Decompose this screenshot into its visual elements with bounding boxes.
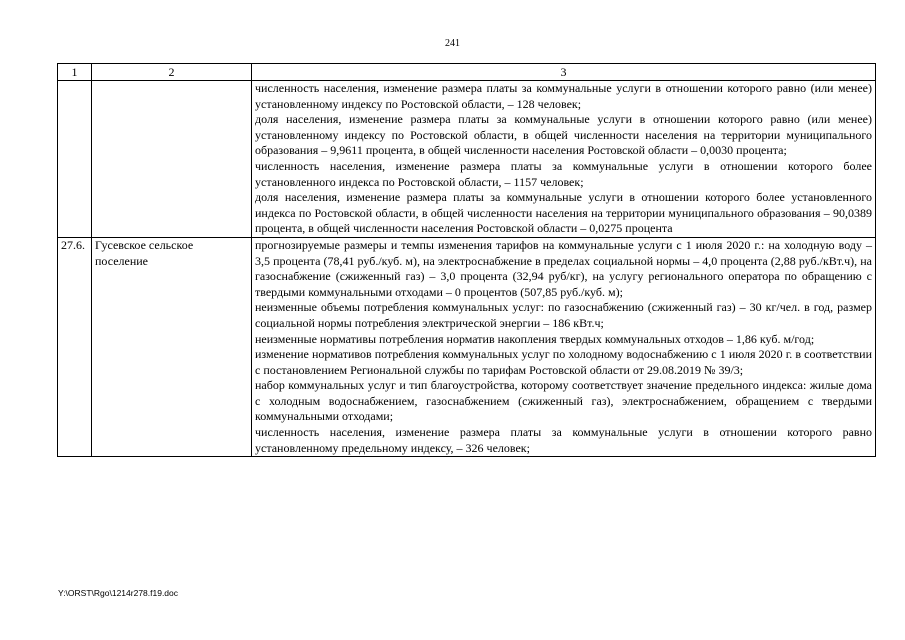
row-paragraph: прогнозируемые размеры и темпы изменения тарифов на коммунальные услуги с 1 июля 2020 г.: на холодную воду – 3,5 процента (78,41 руб./куб. м), на электроснабжение в пределах социальной нормы – 4,0 процента (2,88 руб./кВт.ч), на газоснабжение (сжиженный газ) – 3,0 процента (32,94 руб/кг), на услугу регионального оператора по обращению с твердыми коммунальными отходами – 0 процентов (507,85 руб./куб. м); [255,237,872,299]
header-col-3: 3 [252,64,876,81]
row-text-cell [252,237,876,456]
continuation-paragraph: численность населения, изменение размера платы за коммунальные услуги в отношении которого более установленного индекса по Ростовской области, – 1157 человек; [255,158,872,189]
continuation-row [58,81,876,238]
table-header-row [58,64,876,81]
header-col-2: 2 [92,64,252,81]
settlement-name: Гусевское сельское поселение [92,237,252,456]
footer-file-path: Y:\ORST\Rgo\1214r278.f19.doc [58,588,179,598]
row-paragraph: набор коммунальных услуг и тип благоустройства, которому соответствует значение предельного индекса: жилые дома с холодным водоснабжением, газоснабжением (сжиженный газ), электроснабжением, обращением с твердыми коммунальными отходами; [255,378,872,424]
continuation-number-cell [58,81,92,238]
continuation-name-cell [92,81,252,238]
row-number: 27.6. [58,237,92,456]
row-paragraph: неизменные нормативы потребления норматив накопления твердых коммунальных отходов – 1,86 куб. м/год; [255,331,815,346]
row-paragraph: неизменные объемы потребления коммунальных услуг: по газоснабжению (сжиженный газ) – 30 кг/чел. в год, размер социальной нормы потребления электрической энергии – 186 кВт.ч; [255,300,872,330]
continuation-paragraph: численность населения, изменение размера платы за коммунальные услуги в отношении которого равно (или менее) установленному индексу по Ростовской области, – 128 человек; [255,81,872,111]
document-table [57,63,876,457]
page-number: 241 [445,38,460,49]
row-paragraph: численность населения, изменение размера платы за коммунальные услуги в отношении которого равно установленному предельному индексу, – 326 человек; [255,425,872,455]
row-paragraph: изменение нормативов потребления коммунальных услуг по холодному водоснабжению с 1 июля 2020 г. в соответствии с постановлением Региональной службы по тарифам Ростовской области от 29.08.2019 № 39/3; [255,347,872,377]
table-row-27-6 [58,237,876,456]
continuation-text-cell [252,81,876,238]
continuation-paragraph: доля населения, изменение размера платы за коммунальные услуги в отношении которого равно (или менее) установленному индексу по Ростовской области, в общей численности населения на территории муниципального образования – 9,9611 процента, в общей численности населения Ростовской области – 0,0030 процента; [255,112,872,158]
header-col-1: 1 [58,64,92,81]
continuation-paragraph: доля населения, изменение размера платы за коммунальные услуги в отношении которого более установленного индекса по Ростовской области, в общей численности населения на территории муниципального образования – 90,0389 процента, в общей численности населения Ростовской области – 0,0275 процента [255,190,872,236]
